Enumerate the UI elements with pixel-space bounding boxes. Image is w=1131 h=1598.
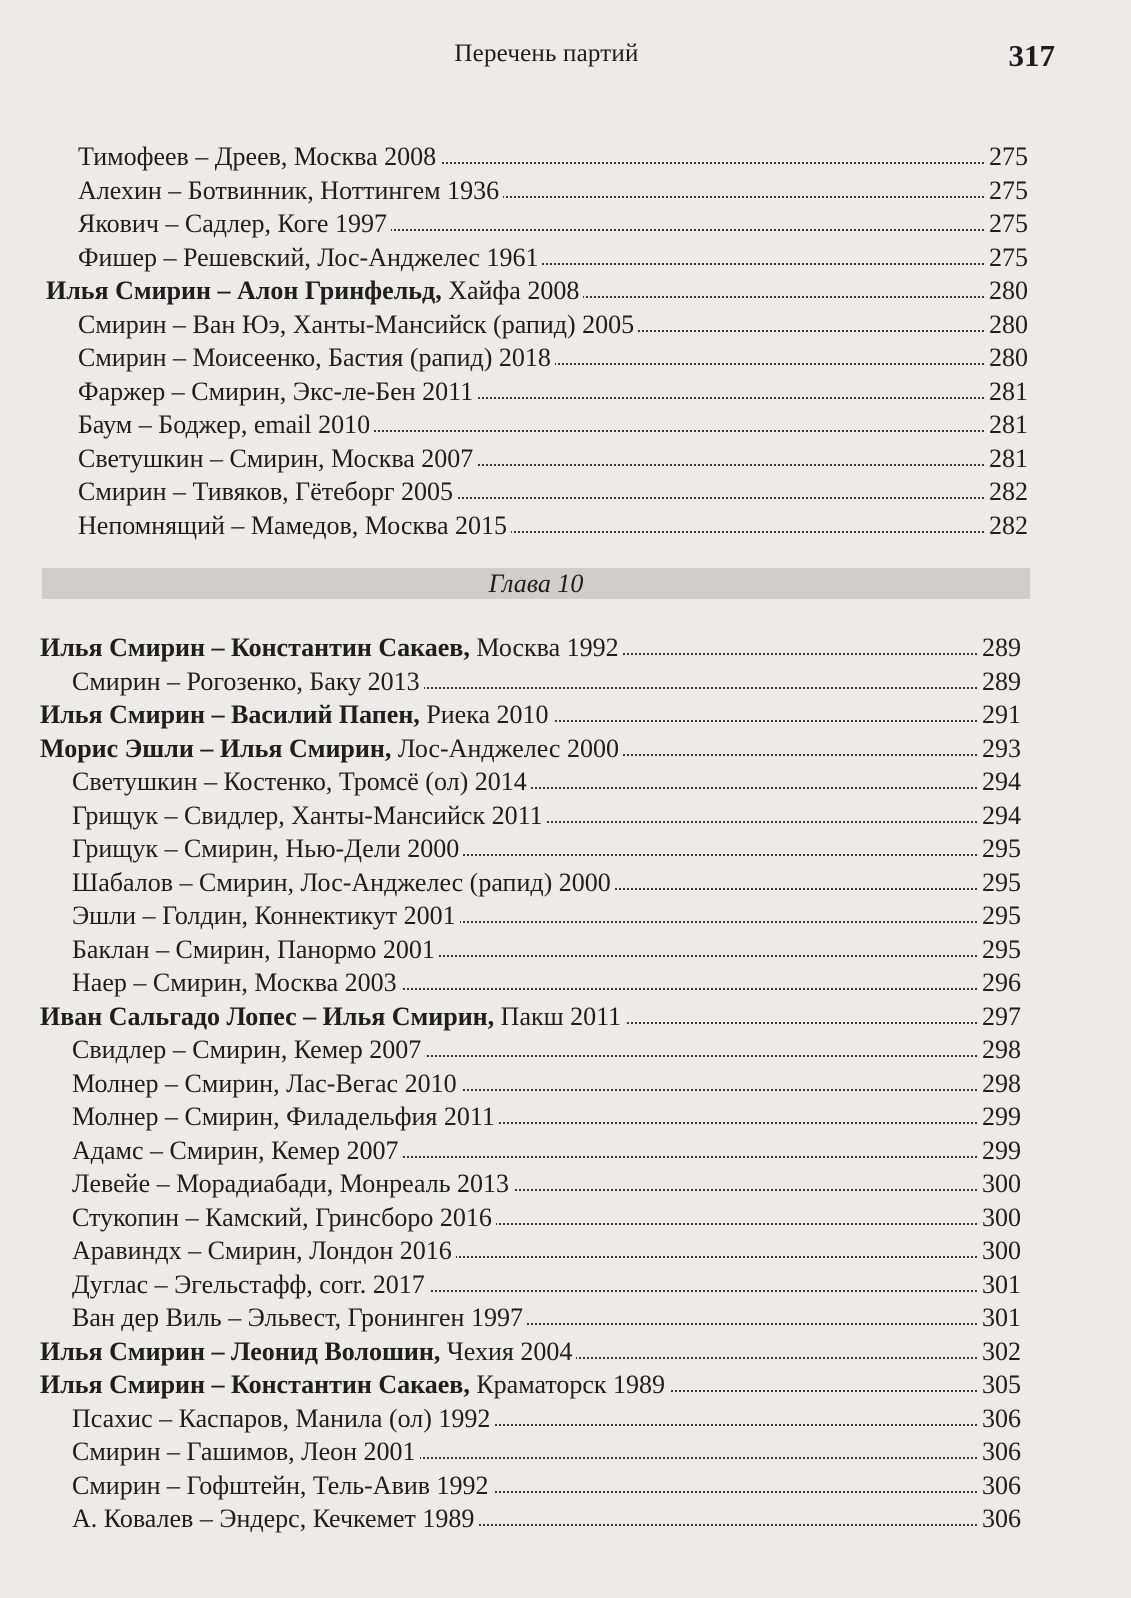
- toc-entry-page: 306: [979, 1502, 1021, 1536]
- toc-entry: [0, 899, 1131, 933]
- toc-entry-page: 281: [986, 442, 1028, 476]
- toc-entry-page: 295: [979, 899, 1021, 933]
- toc-entry-text: Смирин – Тивяков, Гётеборг 2005: [78, 477, 454, 506]
- toc-entry-title: [78, 475, 457, 509]
- toc-entry-text: Лос-Анджелес 2000: [391, 733, 619, 763]
- toc-entry: [0, 1201, 1131, 1235]
- toc-entry-title: [40, 732, 623, 766]
- toc-entry-text: Якович – Садлер, Коге 1997: [78, 209, 387, 238]
- toc-entry: [0, 1000, 1131, 1034]
- toc-entry-text: Дуглас – Эгельстафф, corr. 2017: [72, 1269, 425, 1299]
- toc-entry: [0, 832, 1131, 866]
- toc-entry: [0, 866, 1131, 900]
- toc-entry-main-game: Илья Смирин – Алон Гринфельд,: [46, 276, 442, 305]
- toc-entry-title: [78, 375, 477, 409]
- toc-entry-main-game: Илья Смирин – Леонид Волошин,: [40, 1336, 441, 1366]
- toc-entry: [0, 442, 1131, 476]
- toc-entry-title: [72, 899, 460, 933]
- toc-entry: [0, 631, 1131, 665]
- toc-entry-text: Хайфа 2008: [441, 276, 580, 305]
- toc-entry-title: [72, 1201, 496, 1235]
- toc-entry-page: 295: [979, 933, 1021, 967]
- toc-entry-text: Баклан – Смирин, Панормо 2001: [72, 934, 435, 964]
- toc-entry-main-game: Илья Смирин – Константин Сакаев,: [40, 633, 470, 662]
- toc-entry-text: Чехия 2004: [440, 1336, 573, 1366]
- toc-entry-title: [72, 1435, 420, 1469]
- toc-entry-page: 298: [979, 1033, 1021, 1067]
- toc-entry-page: 305: [979, 1368, 1021, 1402]
- toc-entry-title: [72, 1469, 493, 1503]
- toc-entry-page: 291: [979, 698, 1021, 732]
- toc-entry: [0, 732, 1131, 766]
- toc-entry-page: 306: [979, 1469, 1021, 1503]
- toc-entry-page: 280: [986, 274, 1028, 308]
- toc-entry-page: 275: [986, 207, 1028, 241]
- toc-entry-page: 300: [979, 1234, 1021, 1268]
- toc-entry: [0, 1033, 1131, 1067]
- toc-entry-main-game: Илья Смирин – Василий Папен,: [40, 700, 420, 729]
- toc-entry: [0, 1368, 1131, 1402]
- toc-entry: [0, 1301, 1131, 1335]
- toc-entry-page: 302: [979, 1335, 1021, 1369]
- toc-entry-title: [78, 207, 391, 241]
- toc-entry-page: 294: [979, 799, 1021, 833]
- page-number: 317: [1008, 38, 1055, 73]
- toc-entry: [0, 933, 1131, 967]
- toc-entry-text: Смирин – Гашимов, Леон 2001: [72, 1437, 416, 1466]
- toc-entry-title: [72, 866, 615, 900]
- toc-entry-page: 275: [986, 140, 1028, 174]
- toc-entry: [0, 140, 1131, 174]
- toc-entry-text: Краматорск 1989: [469, 1370, 666, 1399]
- toc-entry-text: Адамс – Смирин, Кемер 2007: [72, 1135, 399, 1165]
- toc-entry-title: [72, 1167, 513, 1201]
- toc-entry-title: [40, 698, 553, 732]
- toc-entry-title: [40, 631, 623, 665]
- toc-entry-text: Непомнящий – Мамедов, Москва 2015: [78, 510, 507, 540]
- toc-entry-page: 301: [979, 1301, 1021, 1335]
- toc-entry-page: 295: [979, 832, 1021, 866]
- toc-entry: [0, 1469, 1131, 1503]
- toc-entry-text: Псахис – Каспаров, Манила (ол) 1992: [72, 1403, 491, 1433]
- toc-entry: [0, 1167, 1131, 1201]
- toc-entry-title: [72, 1402, 494, 1436]
- toc-entry-main-game: Иван Сальгадо Лопес – Илья Смирин,: [40, 1001, 495, 1031]
- toc-entry-page: 289: [979, 631, 1021, 665]
- toc-entry-title: [72, 966, 401, 1000]
- toc-entry-title: [72, 1067, 461, 1101]
- toc-entry-text: Левейе – Морадиабади, Монреаль 2013: [72, 1169, 510, 1198]
- toc-entry: [0, 341, 1131, 375]
- toc-entry-page: 289: [979, 665, 1021, 699]
- toc-entry-text: Риека 2010: [419, 700, 549, 729]
- toc-entry: [0, 375, 1131, 409]
- toc-entry-text: Москва 1992: [469, 633, 619, 662]
- toc-entry-title: [72, 1033, 425, 1067]
- toc-entry-text: Смирин – Рогозенко, Баку 2013: [72, 666, 420, 696]
- toc-entry-text: Шабалов – Смирин, Лос-Анджелес (рапид) 2000: [72, 867, 611, 897]
- toc-entry-page: 295: [979, 866, 1021, 900]
- toc-entry-text: Тимофеев – Дреев, Москва 2008: [78, 142, 437, 171]
- toc-entry-text: Фишер – Решевский, Лос-Анджелес 1961: [78, 242, 539, 272]
- toc-entry-page: 281: [986, 375, 1028, 409]
- toc-entry: [0, 1402, 1131, 1436]
- running-title: Перечень партий: [454, 40, 639, 67]
- toc-entry-text: Молнер – Смирин, Лас-Вегас 2010: [72, 1068, 457, 1098]
- toc-entry-page: 281: [986, 408, 1028, 442]
- toc-entry: [0, 207, 1131, 241]
- toc-entry: [0, 274, 1131, 308]
- toc-entry-title: [72, 1100, 499, 1134]
- toc-section-b: [0, 631, 1131, 1536]
- toc-entry-title: [78, 509, 511, 543]
- toc-entry-title: [78, 408, 374, 442]
- toc-entry-title: [78, 140, 440, 174]
- toc-entry-title: [40, 1368, 669, 1402]
- toc-entry-text: Баум – Боджер, email 2010: [78, 410, 371, 439]
- toc-entry-page: 297: [979, 1000, 1021, 1034]
- toc-entry-page: 275: [986, 241, 1028, 275]
- toc-entry-text: Свидлер – Смирин, Кемер 2007: [72, 1035, 422, 1064]
- toc-entry-text: Наер – Смирин, Москва 2003: [72, 968, 397, 997]
- toc-entry-page: 299: [979, 1100, 1021, 1134]
- toc-entry-page: 282: [986, 509, 1028, 543]
- toc-entry-title: [72, 765, 531, 799]
- toc-entry-title: [72, 1502, 478, 1536]
- toc-entry: [0, 475, 1131, 509]
- toc-entry-page: 293: [979, 732, 1021, 766]
- toc-entry-text: Светушкин – Смирин, Москва 2007: [78, 443, 474, 473]
- toc-entry-page: 282: [986, 475, 1028, 509]
- toc-entry: [0, 1234, 1131, 1268]
- toc-entry-text: Смирин – Моисеенко, Бастия (рапид) 2018: [78, 343, 551, 372]
- toc-entry-text: Пакш 2011: [494, 1001, 622, 1031]
- toc-entry-page: 301: [979, 1268, 1021, 1302]
- toc-entry: [0, 1067, 1131, 1101]
- toc-entry-text: Грищук – Смирин, Нью-Дели 2000: [72, 834, 460, 863]
- toc-entry-page: 275: [986, 174, 1028, 208]
- toc-entry-page: 300: [979, 1201, 1021, 1235]
- toc-entry-text: Молнер – Смирин, Филадельфия 2011: [72, 1102, 495, 1131]
- toc-entry-text: Ван дер Виль – Эльвест, Гронинген 1997: [72, 1303, 523, 1332]
- toc-entry-title: [40, 1335, 576, 1369]
- toc-entry-title: [72, 665, 424, 699]
- toc-entry-title: [40, 1000, 625, 1034]
- toc-entry-text: Аравиндх – Смирин, Лондон 2016: [72, 1236, 452, 1265]
- toc-entry: [0, 799, 1131, 833]
- toc-entry: [0, 1502, 1131, 1536]
- toc-entry-page: 280: [986, 308, 1028, 342]
- toc-entry-text: Алехин – Ботвинник, Ноттингем 1936: [78, 175, 500, 205]
- toc-entry-page: 299: [979, 1134, 1021, 1168]
- toc-entry-text: Стукопин – Камский, Гринсборо 2016: [72, 1202, 492, 1232]
- toc-entry-title: [72, 933, 439, 967]
- toc-entry-text: Смирин – Ван Юэ, Ханты-Мансийск (рапид) 2005: [78, 309, 635, 339]
- toc-entry: [0, 765, 1131, 799]
- toc-entry-text: Эшли – Голдин, Коннектикут 2001: [72, 901, 456, 930]
- toc-entry-page: 280: [986, 341, 1028, 375]
- chapter-heading-bar: [42, 568, 1030, 599]
- toc-entry: [0, 966, 1131, 1000]
- toc-entry-title: [72, 832, 463, 866]
- toc-entry-page: 298: [979, 1067, 1021, 1101]
- toc-entry: [0, 509, 1131, 543]
- toc-entry-page: 306: [979, 1402, 1021, 1436]
- toc-section-a: [0, 140, 1131, 542]
- toc-entry: [0, 1435, 1131, 1469]
- toc-entry-page: 300: [979, 1167, 1021, 1201]
- toc-entry-text: Смирин – Гофштейн, Тель-Авив 1992: [72, 1470, 489, 1500]
- toc-entry: [0, 408, 1131, 442]
- toc-entry: [0, 665, 1131, 699]
- toc-entry-title: [72, 1301, 527, 1335]
- toc-entry-title: [78, 174, 503, 208]
- toc-entry-page: 294: [979, 765, 1021, 799]
- chapter-title: Глава 10: [488, 569, 584, 598]
- toc-entry-page: 296: [979, 966, 1021, 1000]
- toc-entry: [0, 174, 1131, 208]
- toc-entry-title: [46, 274, 583, 308]
- toc-entry: [0, 241, 1131, 275]
- toc-entry-title: [78, 241, 542, 275]
- toc-entry: [0, 1134, 1131, 1168]
- toc-entry-title: [78, 442, 477, 476]
- toc-entry-title: [72, 1134, 402, 1168]
- toc-entry: [0, 1335, 1131, 1369]
- toc-entry-title: [78, 308, 638, 342]
- toc-entry-title: [72, 1268, 429, 1302]
- toc-entry: [0, 698, 1131, 732]
- toc-entry-main-game: Морис Эшли – Илья Смирин,: [40, 733, 392, 763]
- toc-entry-title: [72, 799, 547, 833]
- toc-entry-title: [72, 1234, 456, 1268]
- toc-entry: [0, 308, 1131, 342]
- toc-entry-text: А. Ковалев – Эндерс, Кечкемет 1989: [72, 1504, 475, 1533]
- toc-entry: [0, 1100, 1131, 1134]
- toc-entry-text: Грищук – Свидлер, Ханты-Мансийск 2011: [72, 800, 543, 830]
- toc-entry-page: 306: [979, 1435, 1021, 1469]
- toc-entry-main-game: Илья Смирин – Константин Сакаев,: [40, 1370, 470, 1399]
- toc-entry-text: Светушкин – Костенко, Тромсё (ол) 2014: [72, 767, 527, 796]
- toc-entry-title: [78, 341, 555, 375]
- toc-entry: [0, 1268, 1131, 1302]
- toc-entry-text: Фаржер – Смирин, Экс-ле-Бен 2011: [78, 376, 474, 406]
